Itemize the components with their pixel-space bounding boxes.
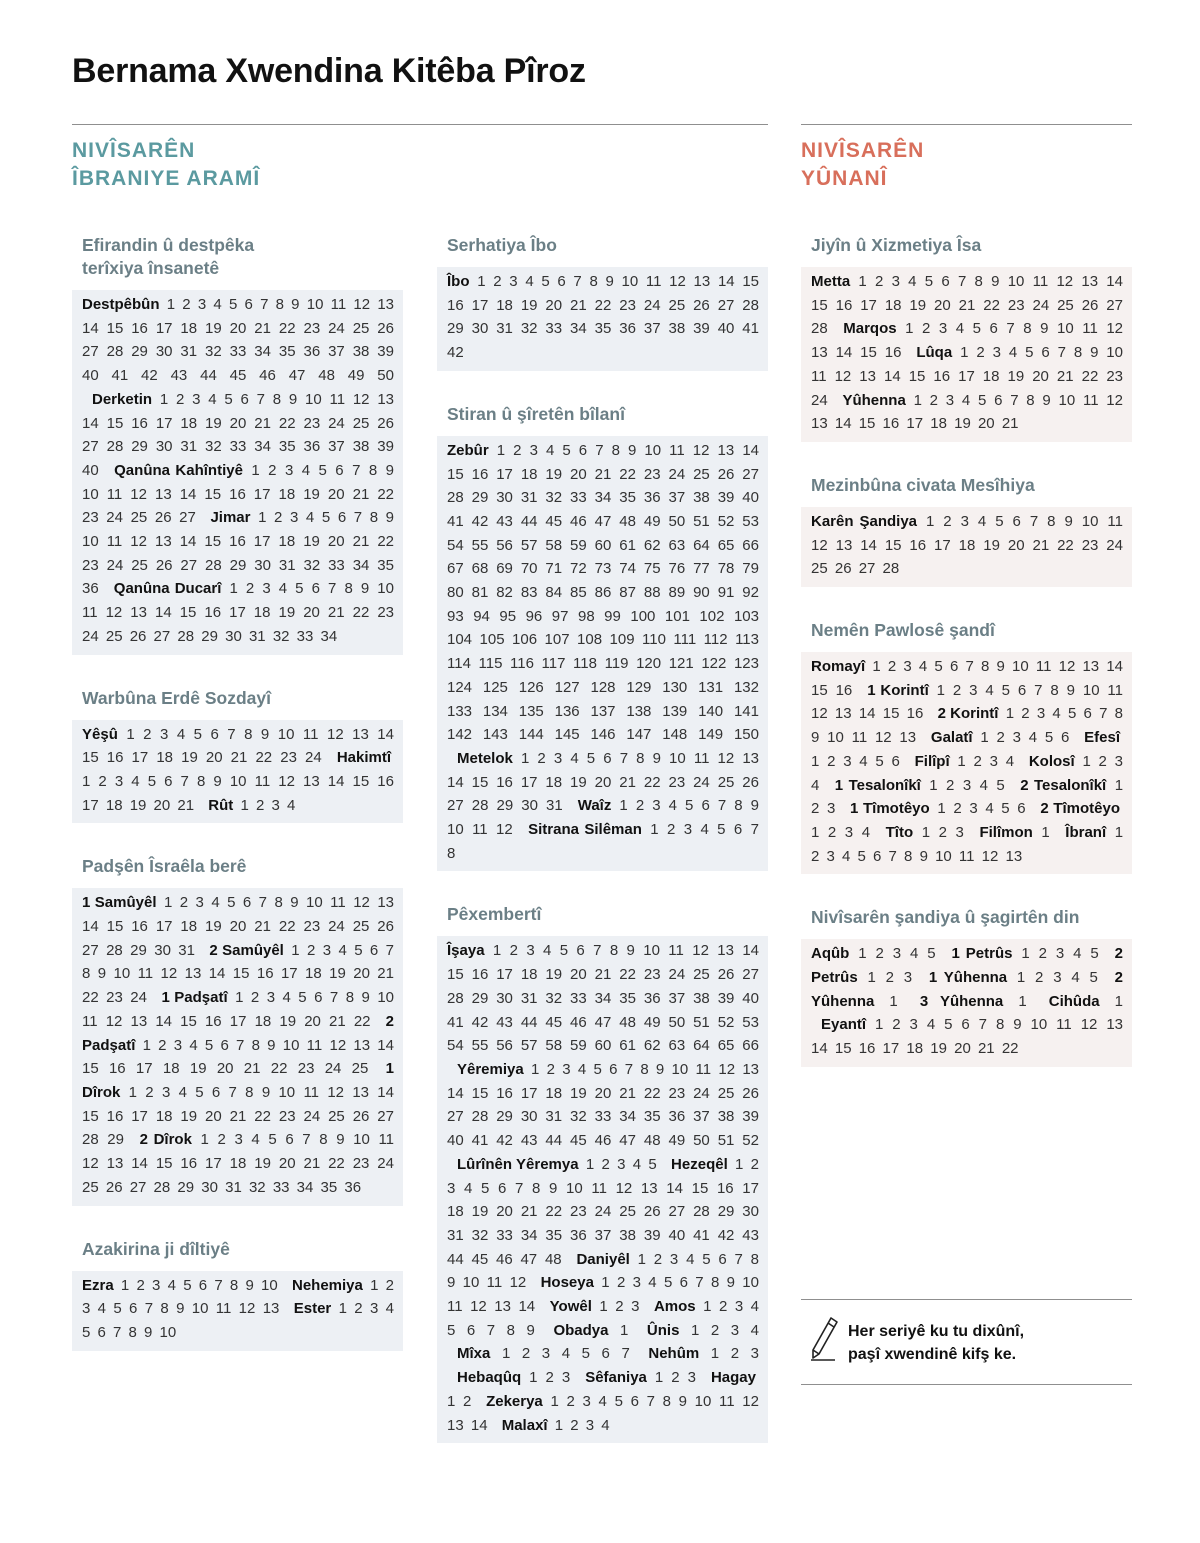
book-entry xyxy=(82,296,394,384)
chapter-numbers[interactable]: 1 2 3 4 5 6 7 8 9 10 xyxy=(120,1276,278,1294)
book-name: Zekerya xyxy=(486,1392,543,1410)
book-name: Yêşû xyxy=(82,725,118,743)
book-entry xyxy=(198,797,295,814)
chapter-numbers[interactable]: 1 2 3 xyxy=(867,969,913,987)
chapter-numbers[interactable]: 1 2 3 4 xyxy=(554,1416,610,1434)
book-entry xyxy=(82,1277,278,1294)
book-entry xyxy=(447,1369,570,1386)
book-name: Metelok xyxy=(457,749,513,767)
book-entry xyxy=(82,580,394,644)
chapter-list-box xyxy=(72,1271,403,1351)
group-title xyxy=(447,234,747,257)
book-name: Marqos xyxy=(843,320,897,338)
chapter-numbers[interactable]: 1 2 3 4 5 6 7 8 9 10 11 12 13 14 15 16 17 18 19 20 21 22 23 24 25 26 27 28 29 30 31 xyxy=(82,894,395,959)
book-name: Ezra xyxy=(82,1276,114,1294)
book-name: Aqûb xyxy=(811,945,850,963)
note-line: Her seriyê ku tu dixûnî, xyxy=(848,1323,1025,1340)
book-entry xyxy=(921,729,1069,746)
book-name: 2 Padşatî xyxy=(82,1012,394,1054)
pencil-icon xyxy=(809,1316,839,1362)
group-title xyxy=(811,474,1111,497)
group-title xyxy=(447,403,747,426)
chapter-numbers[interactable]: 1 2 3 4 5 6 7 8 9 10 11 12 13 xyxy=(811,823,1124,865)
book-name: Hebaqûq xyxy=(457,1369,522,1387)
chapter-numbers[interactable]: 1 2 3 xyxy=(654,1369,696,1387)
chapter-list-box xyxy=(72,290,403,655)
book-name: 1 Samûyêl xyxy=(82,894,157,912)
chapter-numbers[interactable]: 1 2 3 4 5 6 7 8 9 10 11 12 13 14 15 16 17 18 19 20 21 22 23 24 25 26 27 28 29 30 31 32 33 34 35 36 xyxy=(82,509,395,598)
book-entry xyxy=(82,1131,394,1195)
chapter-numbers[interactable]: 1 2 3 xyxy=(599,1298,640,1316)
chapter-numbers[interactable]: 1 2 3 4 5 6 7 8 9 10 11 12 xyxy=(447,797,759,839)
chapter-numbers[interactable]: 1 2 3 xyxy=(529,1369,571,1387)
book-entry xyxy=(637,1322,759,1339)
group-title-line: Efirandin û destpêka xyxy=(82,235,255,255)
chapter-numbers[interactable]: 1 2 3 4 5 6 7 8 9 10 11 12 13 14 15 16 17 18 19 20 21 22 23 24 25 26 27 28 xyxy=(811,512,1123,578)
book-name: Derketin xyxy=(92,390,153,408)
chapter-numbers[interactable]: 1 2 3 4 5 6 7 8 9 10 11 12 13 14 15 16 17 18 19 20 21 22 xyxy=(811,1016,1124,1058)
book-name: Kolosî xyxy=(1028,752,1075,770)
chapter-numbers[interactable]: 1 2 3 4 5 6 7 8 9 10 11 12 13 14 15 16 17 18 19 20 21 22 23 24 25 26 27 28 29 30 31 xyxy=(447,749,760,815)
chapter-numbers[interactable]: 1 2 3 4 5 xyxy=(1021,945,1099,963)
column-hebrew-1 xyxy=(72,234,403,1383)
chapter-numbers[interactable]: 1 2 3 4 5 6 7 8 9 10 11 12 13 14 15 16 17 18 19 20 21 22 23 24 25 26 27 28 29 30 31 32 33 34 35 36 37 38 39 40 xyxy=(82,390,395,479)
chapter-numbers[interactable]: 1 2 3 4 5 6 7 8 9 10 11 12 13 14 15 16 17 18 19 20 21 22 23 24 25 26 27 28 29 30 31 32 33 34 xyxy=(82,580,394,645)
chapter-numbers[interactable]: 1 xyxy=(620,1321,629,1339)
book-name: Lûrînên Yêremya xyxy=(457,1155,579,1173)
book-name: 1 Yûhenna xyxy=(928,969,1008,987)
book-entry xyxy=(447,273,759,361)
chapter-numbers[interactable]: 1 2 3 4 5 6 7 8 9 10 11 12 13 14 15 16 17 18 19 20 21 22 23 24 25 26 27 xyxy=(82,461,395,527)
book-name: Zebûr xyxy=(447,441,489,459)
book-name: 3 Yûhenna xyxy=(919,992,1004,1010)
book-entry xyxy=(811,392,1123,433)
book-entry xyxy=(447,1345,630,1362)
chapter-numbers[interactable]: 1 2 3 xyxy=(710,1345,759,1363)
section-heading-line: ÎBRANIYE ARAMÎ xyxy=(72,167,261,190)
book-name: Metta xyxy=(811,273,851,290)
book-group xyxy=(72,687,403,824)
book-name: 1 Korintî xyxy=(867,681,929,699)
group-title xyxy=(82,1238,382,1261)
group-title-line: Jiyîn û Xizmetiya Îsa xyxy=(811,235,982,255)
chapter-numbers[interactable]: 1 2 3 4 5 6 7 xyxy=(501,1345,630,1363)
chapter-numbers[interactable]: 1 xyxy=(1114,992,1123,1010)
chapter-numbers[interactable]: 1 2 3 4 5 6 xyxy=(937,800,1026,818)
section-heading-line: NIVÎSARÊN xyxy=(72,139,196,162)
group-title xyxy=(447,903,747,926)
book-name: Jimar xyxy=(210,509,251,527)
chapter-list-box xyxy=(801,652,1132,874)
book-entry xyxy=(492,1417,610,1434)
chapter-numbers[interactable]: 1 2 3 4 5 xyxy=(585,1155,657,1173)
book-name: Hoseya xyxy=(540,1274,594,1292)
book-name: Filîmon xyxy=(979,823,1033,841)
chapter-numbers[interactable]: 1 2 3 4 5 6 7 8 9 10 11 12 13 14 15 16 17 18 19 20 21 22 23 24 25 26 27 28 29 30 31 32 33 34 35 36 37 38 39 40 41 42 43 44 45 46 47 48 xyxy=(447,1155,760,1268)
book-name: Yêremiya xyxy=(457,1060,524,1078)
book-name: 2 Dîrok xyxy=(139,1131,192,1149)
book-entry xyxy=(825,777,1005,794)
chapter-numbers[interactable]: 1 2 3 4 5 6 7 8 9 10 11 12 13 14 15 16 17 18 19 20 21 22 23 24 25 26 27 28 29 30 31 32 33 34 35 36 xyxy=(82,1131,395,1196)
book-name: Îbo xyxy=(447,273,470,290)
chapter-numbers[interactable]: 1 2 3 4 5 6 7 8 9 10 11 12 13 14 15 16 17 18 19 20 21 22 23 24 25 xyxy=(82,1036,394,1078)
chapter-numbers[interactable]: 1 2 3 4 5 6 7 8 9 10 xyxy=(82,1300,395,1341)
book-name: Obadya xyxy=(553,1321,609,1339)
group-title-line: Mezinbûna civata Mesîhiya xyxy=(811,474,1035,495)
header-divider-right xyxy=(801,124,1132,125)
book-name: Daniyêl xyxy=(576,1250,630,1268)
chapter-numbers[interactable]: 1 2 3 4 5 6 7 8 9 10 11 12 13 14 15 16 xyxy=(811,658,1124,699)
book-group xyxy=(437,903,768,1443)
group-title-line: Nemên Pawlosê şandî xyxy=(811,620,995,641)
chapter-numbers[interactable]: 1 2 3 4 5 6 7 8 9 10 11 12 13 14 15 16 17 18 19 20 21 22 23 24 25 26 27 28 29 30 31 32 33 34 35 36 37 38 39 40 41 42 43 44 45 46 47 48 49 50 51 52 53 54 55 56 57 58 59 60 61 62 63 64 65 66 xyxy=(447,942,759,1055)
chapter-numbers[interactable]: 1 2 3 xyxy=(811,776,1124,818)
chapter-numbers[interactable]: 1 2 3 4 5 6 7 8 9 10 11 12 13 14 15 16 17 18 19 20 21 22 23 24 xyxy=(811,344,1123,409)
book-name: Rût xyxy=(208,796,234,814)
chapter-numbers[interactable]: 1 2 3 4 5 6 7 8 9 10 11 12 13 14 15 16 xyxy=(811,320,1124,362)
chapter-list-box xyxy=(801,267,1132,442)
book-name: Malaxî xyxy=(501,1416,548,1434)
book-entry xyxy=(1039,993,1123,1010)
book-entry xyxy=(876,824,964,841)
chapter-numbers[interactable]: 1 2 3 4 5 6 xyxy=(811,752,900,770)
group-title-line: Warbûna Erdê Sozdayî xyxy=(82,687,271,708)
chapter-numbers[interactable]: 1 2 xyxy=(447,1392,472,1410)
book-group xyxy=(801,234,1132,442)
chapter-numbers[interactable]: 1 2 3 xyxy=(921,823,964,841)
book-group xyxy=(72,1238,403,1351)
chapter-list-box xyxy=(437,436,768,872)
book-name: Hakimtî xyxy=(336,749,392,767)
chapter-numbers[interactable]: 1 2 3 4 5 xyxy=(929,776,1005,794)
group-title-line: Nivîsarên şandiya û şagirtên din xyxy=(811,907,1080,928)
book-name: Îbranî xyxy=(1065,823,1107,841)
column-hebrew-2 xyxy=(437,234,768,1475)
book-entry xyxy=(447,1061,759,1149)
chapter-list-box xyxy=(437,936,768,1443)
book-group xyxy=(72,234,403,655)
book-name: Efesî xyxy=(1084,729,1121,747)
chapter-numbers[interactable]: 1 2 3 4 5 6 7 8 9 10 11 12 xyxy=(447,1250,760,1292)
book-name: 2 Petrûs xyxy=(811,945,1124,987)
book-entry xyxy=(543,1322,628,1339)
chapter-numbers[interactable]: 1 2 3 4 5 6 7 8 9 10 11 12 13 14 15 16 17 18 19 20 21 22 xyxy=(82,989,395,1030)
book-entry xyxy=(447,942,759,1054)
page-title: Bernama Xwendina Kitêba Pîroz xyxy=(72,52,586,90)
book-group xyxy=(801,474,1132,587)
book-name: Ûnis xyxy=(646,1321,680,1339)
chapter-numbers[interactable]: 1 2 3 4 5 6 7 8 9 10 11 12 13 14 15 16 17 18 19 20 21 22 23 24 xyxy=(82,941,395,1007)
book-name: Lûqa xyxy=(916,344,953,362)
book-name: Karên Şandiya xyxy=(811,512,918,530)
group-title-line: Pêxembertî xyxy=(447,904,542,925)
book-entry xyxy=(905,753,1014,770)
note-text xyxy=(848,1320,1024,1366)
chapter-numbers[interactable]: 1 2 3 4 5 6 7 8 9 10 11 12 13 14 15 16 17 18 19 20 21 22 23 24 xyxy=(82,725,394,767)
book-name: Yowêl xyxy=(549,1298,592,1316)
book-name: Romayî xyxy=(811,658,866,676)
chapter-numbers[interactable]: 1 2 3 4 xyxy=(811,752,1123,794)
book-name: 2 Korintî xyxy=(937,705,999,723)
book-name: Qanûna Ducarî xyxy=(113,580,222,598)
chapter-numbers[interactable]: 1 2 3 4 5 xyxy=(858,945,936,963)
chapter-numbers[interactable]: 1 xyxy=(889,992,898,1010)
book-name: Sêfaniya xyxy=(585,1369,647,1387)
book-name: Hagay xyxy=(710,1369,756,1387)
book-entry xyxy=(811,1016,1123,1057)
group-title-line: Azakirina ji dîltiyê xyxy=(82,1238,230,1259)
group-title-line: Padşên Îsraêla berê xyxy=(82,856,247,877)
chapter-numbers[interactable]: 1 2 3 4 5 6 7 8 9 10 11 12 13 14 15 16 17 18 19 20 21 22 23 24 25 26 27 28 29 30 31 32 33 34 35 36 37 38 39 40 41 42 43 44 45 46 47 48 49 50 51 52 xyxy=(447,1060,759,1150)
header-divider-left xyxy=(72,124,768,125)
chapter-numbers[interactable]: 1 2 3 4 5 6 7 8 9 10 11 12 13 14 15 16 17 18 19 20 21 22 23 24 25 26 27 28 xyxy=(811,273,1123,338)
chapter-list-box xyxy=(801,507,1132,587)
book-entry xyxy=(638,1345,759,1362)
book-name: Îşaya xyxy=(447,942,485,960)
book-name: Sitrana Silêman xyxy=(528,821,642,839)
book-name: Galatî xyxy=(930,729,973,747)
book-name: Tîto xyxy=(885,823,914,841)
reading-note xyxy=(801,1299,1132,1385)
book-name: 2 Yûhenna xyxy=(811,969,1123,1010)
book-entry xyxy=(447,442,759,743)
book-entry xyxy=(919,969,1098,986)
book-group xyxy=(72,855,403,1205)
chapter-numbers[interactable]: 1 2 3 4 xyxy=(811,823,871,841)
book-name: 1 Dîrok xyxy=(82,1060,394,1101)
group-title-line: Serhatiya Îbo xyxy=(447,235,557,255)
chapter-numbers[interactable]: 1 2 3 4 xyxy=(690,1321,759,1339)
book-name: Destpêbûn xyxy=(82,296,160,313)
column-greek xyxy=(801,234,1132,1099)
chapter-list-box xyxy=(437,267,768,371)
chapter-numbers[interactable]: 1 2 3 4 5 6 7 8 9 10 11 12 13 14 15 16 17 18 19 20 21 xyxy=(82,772,394,814)
book-name: Amos xyxy=(653,1298,696,1316)
book-entry xyxy=(942,945,1099,962)
chapter-numbers[interactable]: 1 2 3 4 5 6 7 8 9 10 11 12 13 14 xyxy=(447,1392,759,1434)
book-name: Mîxa xyxy=(457,1345,491,1363)
book-name: 1 Tesalonîkî xyxy=(834,776,921,794)
book-entry xyxy=(811,945,936,962)
book-entry xyxy=(575,1369,696,1386)
book-name: Eyantî xyxy=(821,1016,867,1034)
chapter-numbers[interactable]: 1 2 3 4 5 6 7 8 9 10 11 12 13 14 15 16 17 18 19 20 21 xyxy=(811,391,1123,433)
chapter-numbers[interactable]: 1 xyxy=(1018,992,1027,1010)
book-name: Cihûda xyxy=(1048,992,1100,1010)
chapter-numbers[interactable]: 1 2 3 4 5 6 xyxy=(980,729,1070,747)
book-name: Hezeqêl xyxy=(671,1155,728,1173)
group-title-line: terîxiya însanetê xyxy=(82,258,220,278)
book-entry xyxy=(540,1298,640,1315)
book-name: Nehûm xyxy=(648,1345,700,1363)
book-entry xyxy=(969,824,1049,841)
chapter-numbers[interactable]: 1 2 3 4 5 6 7 8 xyxy=(447,821,759,862)
chapter-numbers[interactable]: 1 2 3 4 5 6 7 8 9 10 11 12 13 14 15 16 17 18 19 20 21 22 23 24 25 26 27 28 29 30 31 32 33 34 35 36 37 38 39 40 41 42 xyxy=(447,273,760,362)
book-name: Yûhenna xyxy=(842,391,906,409)
group-title xyxy=(811,234,1111,257)
chapter-numbers[interactable]: 1 2 3 4 5 xyxy=(1016,969,1098,987)
chapter-numbers[interactable]: 1 2 3 4 5 6 7 8 9 10 11 12 13 14 15 16 17 18 19 20 21 22 23 24 25 26 27 28 29 30 31 32 33 34 35 36 37 38 39 40 41 42 43 44 45 46 47 48 49 50 51 52 53 54 55 56 57 58 59 60 61 62 63 64 65 66 67 68 69 70 71 72 73 74 75 76 77 78 79 80 81 82 83 84 85 86 87 88 89 90 91 92 93 94 95 96 97 98 99 100 101 102 103 104 105 106 107 108 109 110 111 112 113 114 115 116 117 118 119 120 121 122 123 124 125 126 127 128 129 130 131 132 133 134 135 136 137 138 139 140 141 142 143 144 145 146 147 148 149 150 xyxy=(447,441,759,744)
group-title xyxy=(811,906,1111,929)
book-group xyxy=(437,234,768,371)
chapter-numbers[interactable]: 1 2 3 4 5 6 7 8 9 10 11 12 13 xyxy=(811,705,1124,747)
chapter-numbers[interactable]: 1 2 3 4 5 6 7 8 9 10 11 12 13 14 15 16 17 18 19 20 21 22 23 24 25 26 27 28 29 30 31 32 33 34 35 36 37 38 39 40 41 42 43 44 45 46 47 48 49 50 xyxy=(82,296,394,385)
section-heading-greek xyxy=(801,137,924,193)
chapter-list-box xyxy=(801,939,1132,1067)
group-title xyxy=(811,619,1111,642)
book-name: 1 Petrûs xyxy=(951,945,1013,963)
note-line: paşî xwendinê kifş ke. xyxy=(848,1346,1017,1363)
book-group xyxy=(801,906,1132,1067)
book-name: 2 Samûyêl xyxy=(209,941,284,959)
chapter-numbers[interactable]: 1 2 3 4 5 6 7 8 9 10 11 12 13 xyxy=(82,1276,395,1318)
book-name: 2 Tesalonîkî xyxy=(1020,776,1107,794)
book-entry xyxy=(447,1156,657,1173)
book-entry xyxy=(811,513,1123,577)
section-heading-hebrew xyxy=(72,137,260,193)
group-title xyxy=(82,855,382,878)
group-title xyxy=(82,687,382,710)
chapter-numbers[interactable]: 1 2 3 4 5 6 7 8 9 10 11 12 13 14 15 16 xyxy=(811,681,1124,723)
book-name: Filîpî xyxy=(914,752,950,770)
book-entry xyxy=(840,800,1026,817)
chapter-numbers[interactable]: 1 2 3 4 5 6 7 8 9 10 11 12 13 14 15 16 17 18 19 20 21 22 23 24 25 26 27 28 29 xyxy=(82,1083,394,1149)
section-heading-line: YÛNANÎ xyxy=(801,167,888,190)
book-group xyxy=(801,619,1132,874)
book-name: Ester xyxy=(293,1300,332,1318)
section-heading-line: NIVÎSARÊN xyxy=(801,139,925,162)
chapter-numbers[interactable]: 1 2 3 4 5 6 7 8 9 xyxy=(447,1298,760,1339)
chapter-numbers[interactable]: 1 2 3 4 xyxy=(957,752,1015,770)
chapter-list-box xyxy=(72,888,403,1205)
chapter-numbers[interactable]: 1 2 3 4 xyxy=(240,796,296,814)
chapter-list-box xyxy=(72,720,403,824)
chapter-numbers[interactable]: 1 2 3 4 5 6 7 8 9 10 11 12 13 14 xyxy=(447,1274,759,1316)
book-group xyxy=(437,403,768,872)
book-entry xyxy=(910,993,1027,1010)
chapter-numbers[interactable]: 1 xyxy=(1041,823,1050,841)
group-title xyxy=(82,234,382,280)
book-name: Qanûna Kahîntiyê xyxy=(114,461,243,479)
group-title-line: Stiran û şîretên bîlanî xyxy=(447,403,625,424)
book-name: 2 Tîmotêyo xyxy=(1040,800,1120,818)
book-name: Nehemiya xyxy=(291,1276,363,1294)
book-name: 1 Padşatî xyxy=(161,989,228,1007)
book-name: Waîz xyxy=(577,797,612,815)
book-name: 1 Tîmotêyo xyxy=(850,800,930,818)
